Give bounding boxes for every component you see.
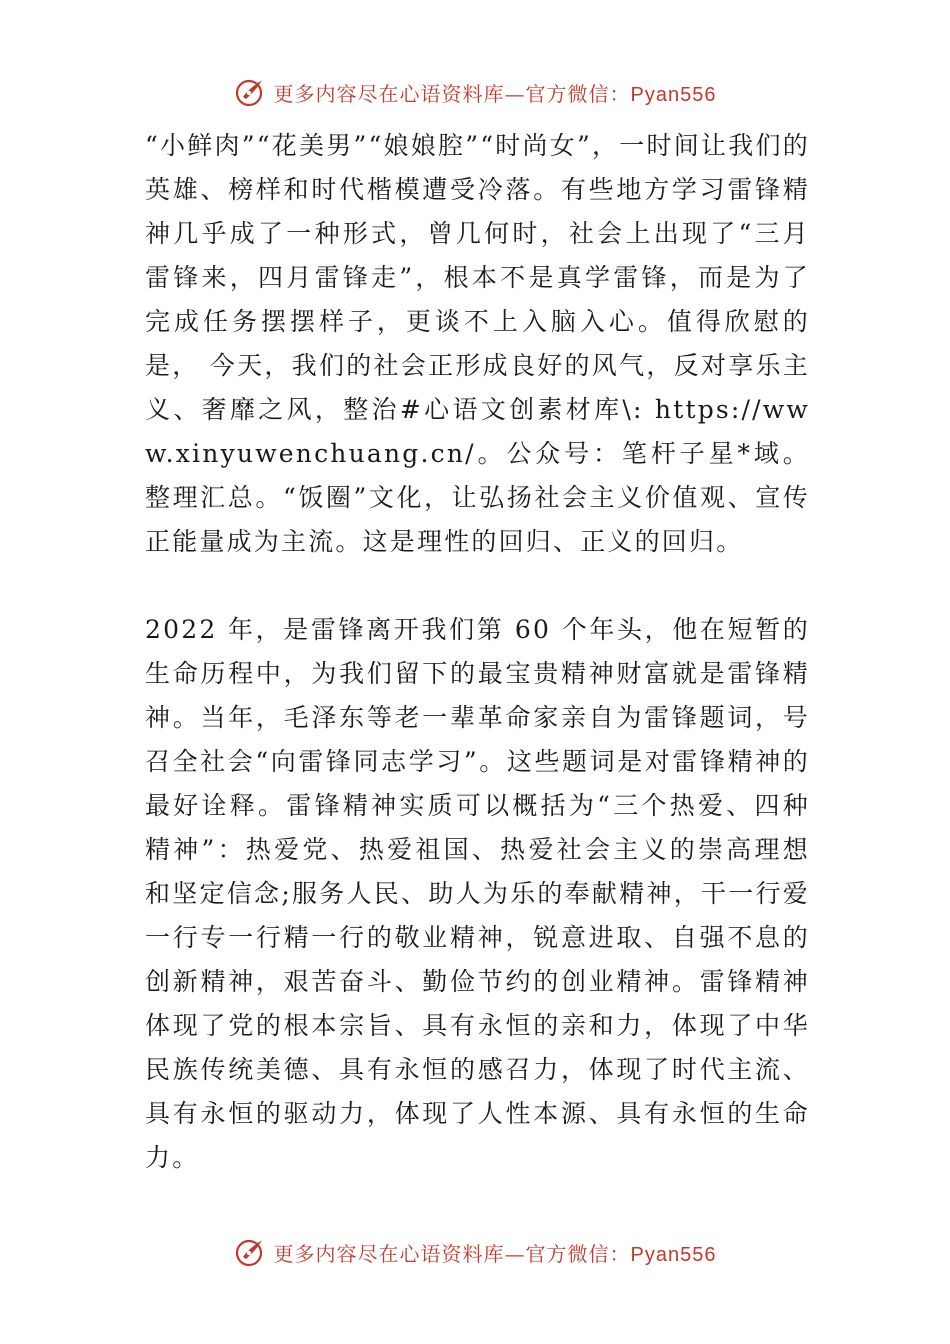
pen-nib-logo-icon xyxy=(234,75,268,109)
paragraph-1: “小鲜肉”“花美男”“娘娘腔”“时尚女”，一时间让我们的英雄、榜样和时代楷模遭受冷落。有些地方学习雷锋精神几乎成了一种形式，曾几何时，社会上出现了“三月雷锋来，四月雷锋走”，根本不是真学雷锋，而是为了完成任务摆摆样子，更谈不上入脑入心。值得欣慰的是， 今天，我们的社会正形成良好的风气，反对享乐主义、奢靡之风，整治#心语文创素材库\: https://www.xinyuwenchuang.cn/。公众号：笔杆子星*域。整理汇总。“饭圈”文化，让弘扬社会主义价值观、宣传正能量成为主流。这是理性的回归、正义的回归。 xyxy=(145,131,810,556)
header-watermark-text: 更多内容尽在心语资料库—官方微信：Pyan556 xyxy=(273,81,717,106)
document-body xyxy=(145,124,810,1180)
footer-watermark xyxy=(0,1232,950,1272)
pen-nib-logo-icon xyxy=(234,1235,268,1269)
paragraph-2: 2022 年，是雷锋离开我们第 60 个年头，他在短暂的生命历程中，为我们留下的最宝贵精神财富就是雷锋精神。当年，毛泽东等老一辈革命家亲自为雷锋题词，号召全社会“向雷锋同志学习”。这些题词是对雷锋精神的最好诠释。雷锋精神实质可以概括为“三个热爱、四种精神”：热爱党、热爱祖国、热爱社会主义的崇高理想和坚定信念;服务人民、助人为乐的奉献精神，干一行爱一行专一行精一行的敬业精神，锐意进取、自强不息的创新精神，艰苦奋斗、勤俭节约的创业精神。雷锋精神体现了党的根本宗旨、具有永恒的亲和力，体现了中华民族传统美德、具有永恒的感召力，体现了时代主流、具有永恒的驱动力，体现了人性本源、具有永恒的生命力。 xyxy=(145,615,810,1172)
footer-wechat-id: Pyan556 xyxy=(630,1243,717,1266)
header-wechat-id: Pyan556 xyxy=(630,83,717,106)
header-watermark xyxy=(0,72,950,112)
footer-watermark-text: 更多内容尽在心语资料库—官方微信：Pyan556 xyxy=(273,1241,717,1266)
